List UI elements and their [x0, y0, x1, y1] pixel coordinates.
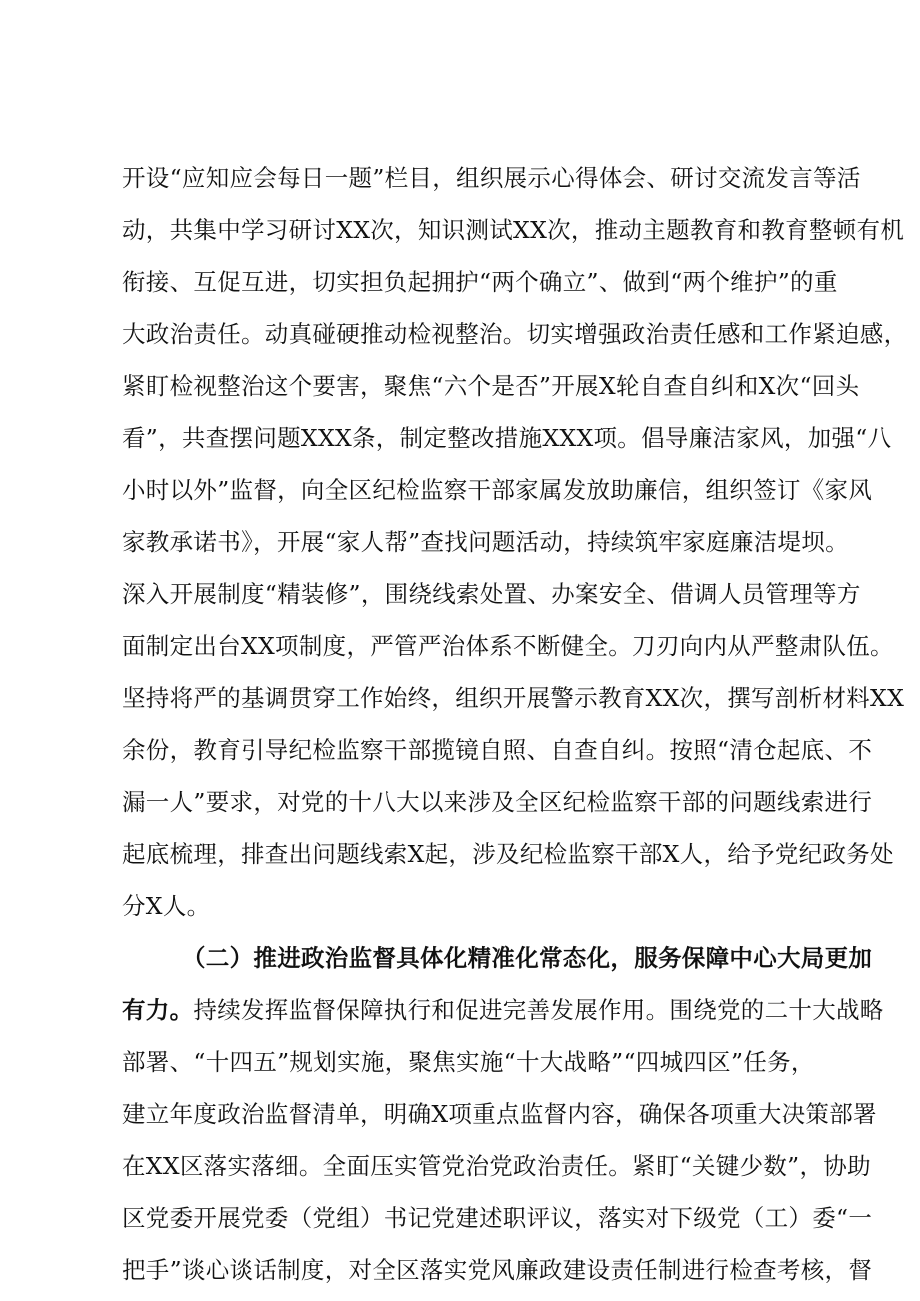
section-heading: （二）推进政治监督具体化精准化常态化，服务保障中心大局更加: [182, 944, 873, 972]
paragraph-line: 区党委开展党委（党组）书记党建述职评议，落实对下级党（工）委“一: [122, 1204, 873, 1232]
paragraph-line: 开设“应知应会每日一题”栏目，组织展示心得体会、研讨交流发言等活: [122, 164, 861, 192]
paragraph-line: 动，共集中学习研讨XX次，知识测试XX次，推动主题教育和教育整顿有机: [122, 216, 905, 244]
paragraph-line: 大政治责任。动真碰硬推动检视整治。切实增强政治责任感和工作紧迫感，: [122, 320, 908, 348]
section-heading-tail: 有力。: [122, 996, 194, 1024]
paragraph-line: 漏一人”要求，对党的十八大以来涉及全区纪检监察干部的问题线索进行: [122, 788, 873, 816]
paragraph-line: 余份，教育引导纪检监察干部揽镜自照、自查自纠。按照“清仓起底、不: [122, 736, 873, 764]
paragraph-line: 看”，共查摆问题XXX条，制定整改措施XXX项。倡导廉洁家风，加强“八: [122, 424, 892, 452]
paragraph-line: 小时以外”监督，向全区纪检监察干部家属发放助廉信，组织签订《家风: [122, 476, 873, 504]
paragraph-line: 紧盯检视整治这个要害，聚焦“六个是否”开展X轮自查自纠和X次“回头: [122, 372, 860, 400]
paragraph-line: 坚持将严的基调贯穿工作始终，组织开展警示教育XX次，撰写剖析材料XX: [122, 684, 905, 712]
paragraph-text: 持续发挥监督保障执行和促进完善发展作用。围绕党的二十大战略: [193, 996, 884, 1024]
paragraph-line: 分X人。: [122, 892, 211, 920]
paragraph-line: 把手”谈心谈话制度，对全区落实党风廉政建设责任制进行检查考核，督: [122, 1256, 873, 1284]
paragraph-line: 在XX区落实落细。全面压实管党治党政治责任。紧盯“关键少数”，协助: [122, 1152, 871, 1180]
paragraph-line: 起底梳理，排查出问题线索X起，涉及纪检监察干部X人，给予党纪政务处: [122, 840, 894, 868]
paragraph-line: 家教承诺书》，开展“家人帮”查找问题活动，持续筑牢家庭廉洁堤坝。: [122, 528, 849, 556]
paragraph-line: 部署、“十四五”规划实施，聚焦实施“十大战略”“四城四区”任务，: [122, 1048, 815, 1076]
paragraph-line: 深入开展制度“精装修”，围绕线索处置、办案安全、借调人员管理等方: [122, 580, 861, 608]
paragraph-line: [122, 988, 884, 1032]
paragraph-line: 面制定出台XX项制度，严管严治体系不断健全。刀刃向内从严整肃队伍。: [122, 632, 894, 660]
paragraph-line: 衔接、互促互进，切实担负起拥护“两个确立”、做到“两个维护”的重: [122, 268, 838, 296]
paragraph-line: 建立年度政治监督清单，明确X项重点监督内容，确保各项重大决策部署: [122, 1100, 877, 1128]
